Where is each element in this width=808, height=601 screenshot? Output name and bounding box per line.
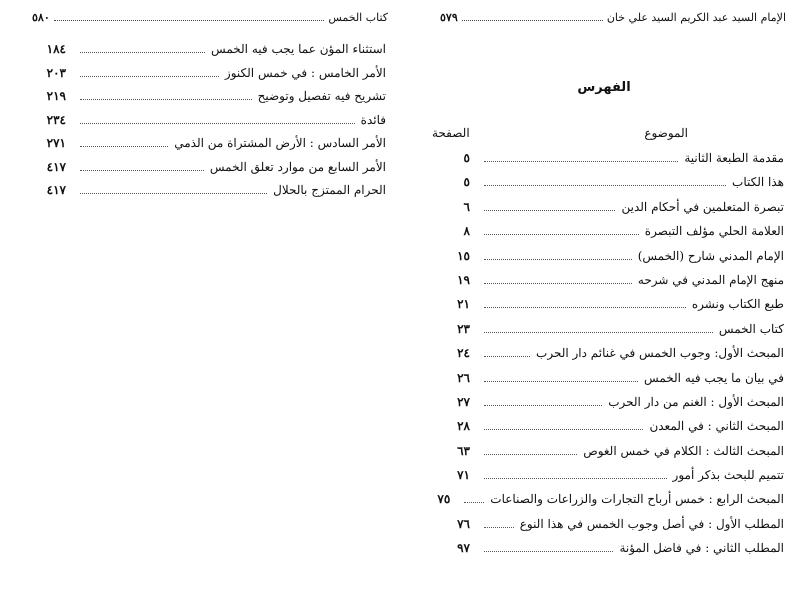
toc-entry[interactable] [442, 371, 784, 395]
toc-topic: تبصرة المتعلمين في أحكام الدين [621, 199, 784, 214]
toc-topic: تشريح فيه تفصيل وتوضيح [257, 89, 386, 103]
toc-entry[interactable] [437, 492, 784, 516]
toc-topic: الأمر السادس : الأرض المشتراة من الذمي [174, 136, 386, 150]
leader-dots [484, 275, 632, 284]
toc-page: ٤١٧ [46, 183, 66, 197]
toc-page: ٩٧ [457, 541, 470, 556]
toc-page: ٧٦ [457, 516, 470, 531]
toc-page: ٨ [463, 224, 470, 239]
leader-dots [464, 494, 484, 503]
leader-dots [54, 12, 325, 21]
page-column-header: الصفحة [432, 126, 470, 140]
toc-page: ٢٦ [457, 370, 470, 385]
toc-page: ٢٠٣ [46, 65, 66, 80]
toc-topic: مقدمة الطبعة الثانية [684, 151, 784, 165]
toc-entry[interactable] [442, 517, 784, 541]
toc-entry[interactable] [442, 297, 784, 321]
left-running-header [32, 11, 388, 24]
toc-entry[interactable] [442, 468, 784, 492]
toc-topic: تتميم للبحث بذكر أمور [672, 468, 784, 483]
toc-topic: هذا الكتاب [732, 175, 784, 190]
leader-dots [484, 226, 639, 235]
toc-topic: طبع الكتاب ونشره [691, 297, 784, 312]
leader-dots [484, 421, 643, 430]
toc-page: ٢٣٤ [46, 112, 66, 127]
toc-page: ٦ [463, 199, 470, 214]
toc-page: ٢٧ [457, 394, 470, 409]
leader-dots [80, 162, 204, 171]
toc-topic: العلامة الحلي مؤلف التبصرة [644, 224, 784, 239]
toc-page: ٦٣ [457, 443, 470, 458]
toc-entry[interactable] [38, 42, 386, 66]
toc-page: ٧٥ [437, 492, 451, 507]
right-page-number: ٥٧٩ [440, 11, 458, 24]
toc-page: ١٩ [457, 272, 470, 287]
leader-dots [80, 68, 219, 77]
toc-topic: المبحث الأول : الغنم من دار الحرب [608, 394, 784, 409]
leader-dots [484, 397, 602, 406]
right-page [404, 0, 808, 601]
toc-entry[interactable] [442, 444, 784, 468]
toc-heading: الفهرس [577, 80, 631, 95]
leader-dots [80, 185, 267, 194]
leader-dots [484, 299, 686, 308]
toc-entry[interactable] [442, 346, 784, 370]
toc-page: ٥ [463, 151, 470, 165]
toc-page: ٧١ [457, 468, 470, 483]
toc-entry[interactable] [442, 151, 784, 175]
toc-entry[interactable] [442, 395, 784, 419]
toc-page: ٤١٧ [46, 159, 66, 174]
leader-dots [462, 12, 603, 21]
toc-entry[interactable] [442, 224, 784, 248]
toc-page: ٢٤ [457, 346, 470, 361]
toc-topic: المبحث الرابع : خمس أرباح التجارات والزراعات والصناعات [490, 492, 784, 507]
toc-topic: المبحث الأول: وجوب الخمس في غنائم دار الحرب [536, 346, 784, 361]
toc-entry[interactable] [442, 541, 784, 565]
left-toc-list [38, 42, 386, 207]
toc-page: ٢٨ [457, 419, 470, 434]
left-page-number: ٥٨٠ [32, 11, 50, 24]
toc-page: ٢٣ [457, 321, 470, 336]
toc-topic: المبحث الثالث : الكلام في خمس الغوص [583, 443, 784, 458]
leader-dots [484, 177, 726, 186]
right-toc-list [437, 151, 784, 566]
toc-page: ٢١٩ [46, 89, 66, 103]
leader-dots [484, 543, 613, 552]
toc-topic: الأمر السابع من موارد تعلق الخمس [209, 159, 386, 174]
toc-entry[interactable] [38, 113, 386, 137]
leader-dots [484, 373, 638, 382]
toc-entry[interactable] [442, 175, 784, 199]
toc-entry[interactable] [38, 66, 386, 90]
toc-entry[interactable] [38, 160, 386, 184]
toc-page: ٥ [463, 175, 470, 190]
toc-topic: منهج الإمام المدني في شرحه [637, 272, 784, 287]
toc-entry[interactable] [442, 419, 784, 443]
toc-entry[interactable] [442, 322, 784, 346]
leader-dots [484, 519, 514, 528]
right-running-header [440, 11, 786, 24]
toc-entry[interactable] [442, 200, 784, 224]
toc-topic: المبحث الثاني : في المعدن [649, 419, 784, 434]
toc-topic: في بيان ما يجب فيه الخمس [644, 370, 784, 385]
toc-topic: المطلب الأول : في أصل وجوب الخمس في هذا النوع [519, 516, 784, 531]
leader-dots [484, 348, 530, 357]
leader-dots [80, 91, 252, 100]
toc-topic: الحرام الممتزج بالحلال [273, 183, 386, 197]
toc-page: ٢١ [457, 297, 470, 312]
toc-topic: المطلب الثاني : في فاضل المؤنة [619, 541, 784, 556]
leader-dots [484, 470, 667, 479]
toc-topic: الإمام المدني شارح (الخمس) [637, 248, 784, 263]
leader-dots [484, 153, 678, 162]
toc-page: ١٥ [457, 248, 470, 263]
toc-topic: كتاب الخمس [718, 321, 784, 336]
topic-column-header: الموضوع [644, 126, 688, 140]
leader-dots [80, 115, 355, 124]
toc-entry[interactable] [38, 136, 386, 160]
leader-dots [484, 324, 713, 333]
toc-entry[interactable] [38, 183, 386, 207]
leader-dots [484, 251, 632, 260]
column-headers [432, 126, 788, 140]
toc-page: ١٨٤ [46, 42, 66, 56]
left-header-title: كتاب الخمس [328, 11, 388, 24]
leader-dots [484, 446, 577, 455]
right-header-title: الإمام السيد عبد الكريم السيد علي خان [606, 11, 786, 24]
toc-entry[interactable] [38, 89, 386, 113]
leader-dots [80, 44, 205, 53]
toc-page: ٢٧١ [46, 136, 66, 150]
toc-topic: فائدة [360, 112, 386, 127]
toc-topic: الأمر الخامس : في خمس الكنوز [224, 65, 386, 80]
toc-topic: استثناء المؤن عما يجب فيه الخمس [211, 42, 386, 56]
toc-entry[interactable] [442, 249, 784, 273]
toc-entry[interactable] [442, 273, 784, 297]
leader-dots [484, 202, 615, 211]
leader-dots [80, 138, 168, 147]
